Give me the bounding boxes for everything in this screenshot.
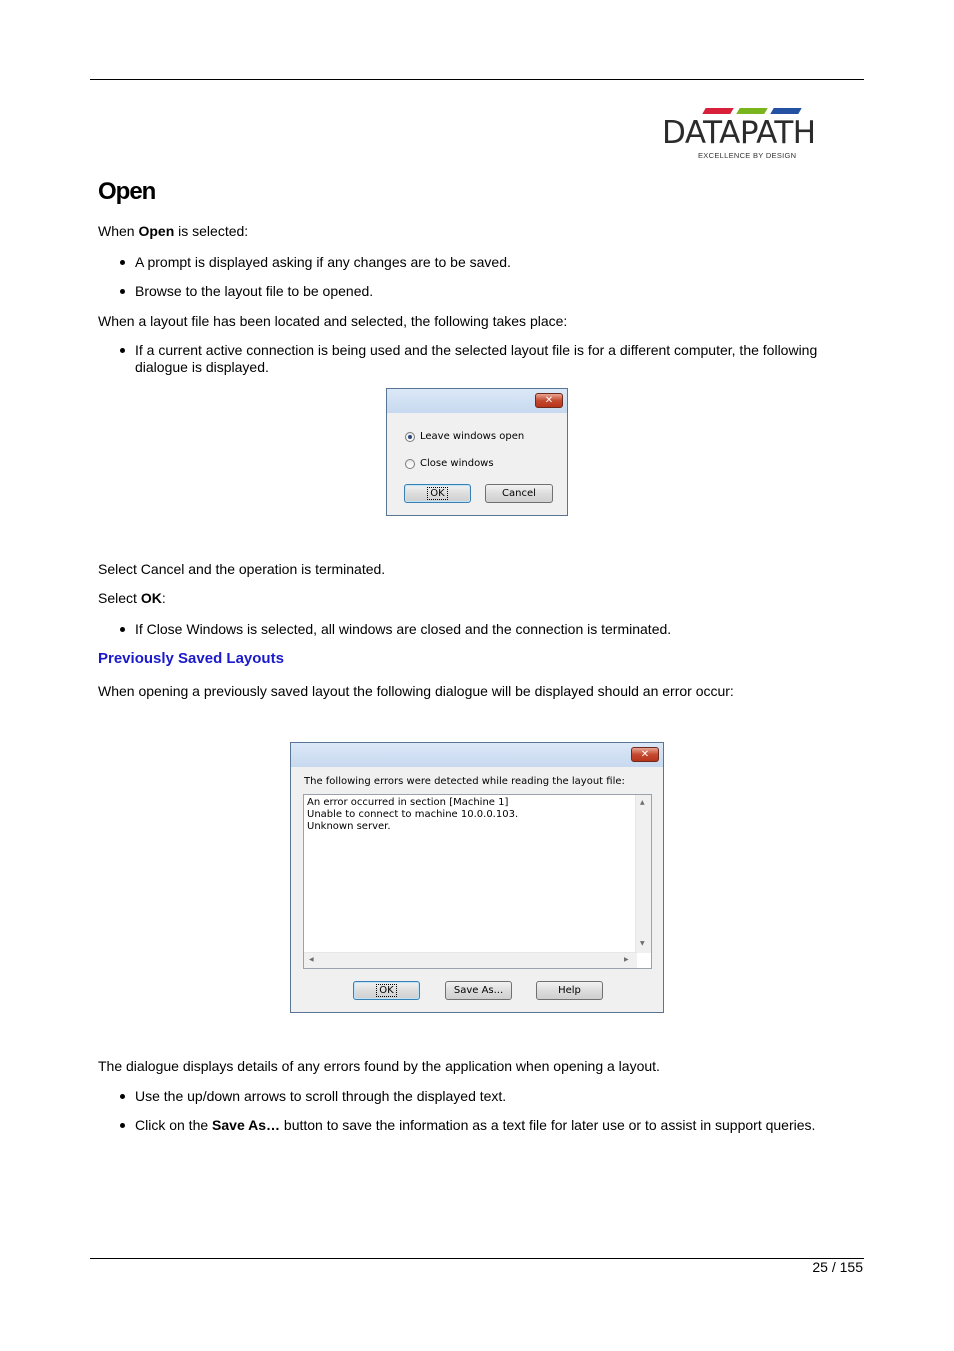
footer-rule	[90, 1258, 864, 1259]
paragraph-cancel: Select Cancel and the operation is terminated.	[98, 561, 386, 577]
logo-bar-red	[702, 108, 733, 114]
error-dialog-label: The following errors were detected while reading the layout file:	[304, 776, 625, 787]
help-button[interactable]: Help	[536, 981, 603, 1000]
horizontal-scrollbar[interactable]	[304, 952, 637, 968]
paragraph-dialog-details: The dialogue displays details of any errors found by the application when opening a layout.	[98, 1058, 660, 1074]
close-icon[interactable]: ✕	[535, 393, 563, 408]
windows-option-dialog	[386, 388, 568, 516]
scroll-up-icon[interactable]: ▲	[640, 799, 645, 806]
scroll-down-icon[interactable]: ▼	[640, 940, 645, 947]
error-dialog	[290, 742, 664, 1013]
cancel-button[interactable]: Cancel	[485, 484, 553, 503]
logo-bar-blue	[770, 108, 801, 114]
radio-checked-icon[interactable]	[405, 432, 415, 442]
radio-unchecked-icon[interactable]	[405, 459, 415, 469]
logo-bar-green	[736, 108, 767, 114]
list-item: A prompt is displayed asking if any changes are to be saved.	[135, 254, 865, 271]
list-item: Use the up/down arrows to scroll through the displayed text.	[135, 1088, 865, 1105]
error-text: An error occurred in section [Machine 1] Unable to connect to machine 10.0.0.103. Unknown server.	[307, 797, 519, 832]
intro-paragraph: When Open is selected:	[98, 223, 249, 239]
vertical-scrollbar[interactable]	[635, 795, 651, 953]
logo-wordmark: DATAPATH	[662, 115, 816, 151]
paragraph-layout-located: When a layout file has been located and selected, the following takes place:	[98, 313, 568, 329]
save-as-button[interactable]: Save As...	[445, 981, 512, 1000]
page-number: 25 / 155	[812, 1259, 863, 1275]
page-title: Open	[98, 178, 156, 205]
scroll-right-icon[interactable]: ▶	[624, 956, 629, 963]
list-item: Browse to the layout file to be opened.	[135, 283, 865, 300]
logo-tagline: EXCELLENCE BY DESIGN	[698, 151, 797, 160]
ok-button[interactable]: OK	[353, 981, 420, 1000]
datapath-logo	[660, 106, 840, 162]
header-rule	[90, 79, 864, 80]
radio-close-windows[interactable]: Close windows	[405, 458, 494, 469]
radio-leave-windows-open[interactable]: Leave windows open	[405, 431, 524, 442]
section-heading: Previously Saved Layouts	[98, 650, 284, 667]
paragraph-select-ok: Select OK:	[98, 590, 166, 606]
close-icon[interactable]: ✕	[631, 747, 659, 762]
list-item: If Close Windows is selected, all windows are closed and the connection is terminated.	[135, 621, 865, 638]
scroll-left-icon[interactable]: ◀	[309, 956, 314, 963]
error-textbox[interactable]	[303, 794, 652, 969]
list-item: If a current active connection is being used and the selected layout file is for a different computer, the following dialogue is displayed.	[135, 342, 865, 376]
list-item: Click on the Save As… button to save the information as a text file for later use or to assist in support queries.	[135, 1117, 865, 1134]
paragraph-error-dialog: When opening a previously saved layout the following dialogue will be displayed should an error occur:	[98, 683, 734, 699]
ok-button[interactable]: OK	[404, 484, 471, 503]
